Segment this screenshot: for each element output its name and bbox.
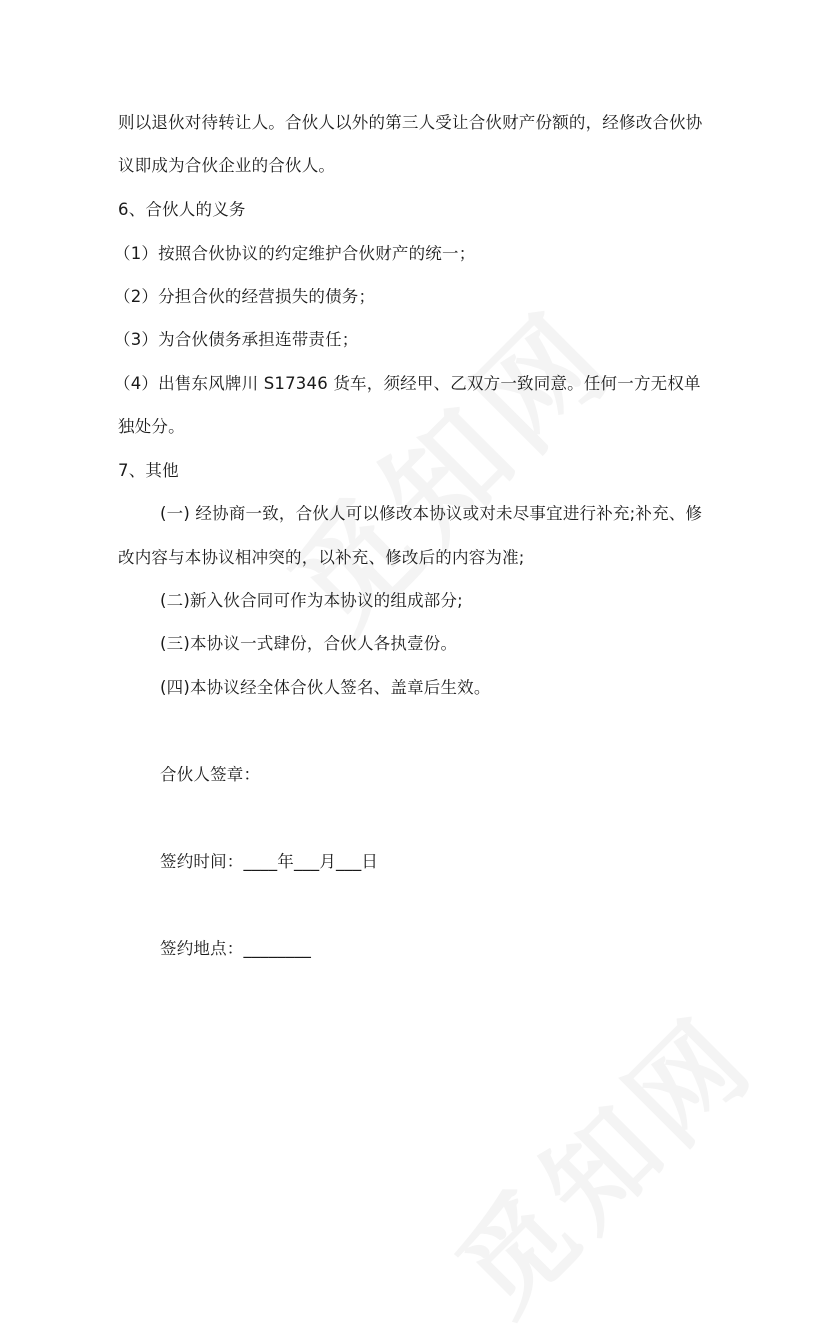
section-heading: 6、合伙人的义务 [118,200,246,219]
list-item: (三)本协议一式肆份，合伙人各执壹份。 [160,634,458,653]
sign-place-field: 签约地点：________ [160,939,312,958]
partner-seal-label: 合伙人签章： [160,765,261,784]
section-heading: 7、其他 [118,461,179,480]
list-item: （3）为合伙债务承担连带责任； [114,330,359,349]
paragraph-line: 议即成为合伙企业的合伙人。 [118,156,336,175]
paragraph-line: 则以退伙对待转让人。合伙人以外的第三人受让合伙财产份额的，经修改合伙协 [118,113,703,132]
list-item: （2）分担合伙的经营损失的债务； [114,287,376,306]
list-item-continuation: 改内容与本协议相冲突的，以补充、修改后的内容为准; [118,548,525,567]
list-item: (一) 经协商一致，合伙人可以修改本协议或对未尽事宜进行补充;补充、修 [160,504,703,523]
sign-date-field: 签约时间：____年___月___日 [160,852,379,871]
watermark [417,976,783,1342]
list-item: (二)新入伙合同可作为本协议的组成部分; [160,591,463,610]
list-item: （4）出售东风牌川 S17346 货车，须经甲、乙双方一致同意。任何一方无权单 [114,374,701,393]
list-item: （1）按照合伙协议的约定维护合伙财产的统一； [114,244,476,263]
list-item: (四)本协议经全体合伙人签名、盖章后生效。 [160,678,491,697]
list-item-continuation: 独处分。 [118,417,185,436]
